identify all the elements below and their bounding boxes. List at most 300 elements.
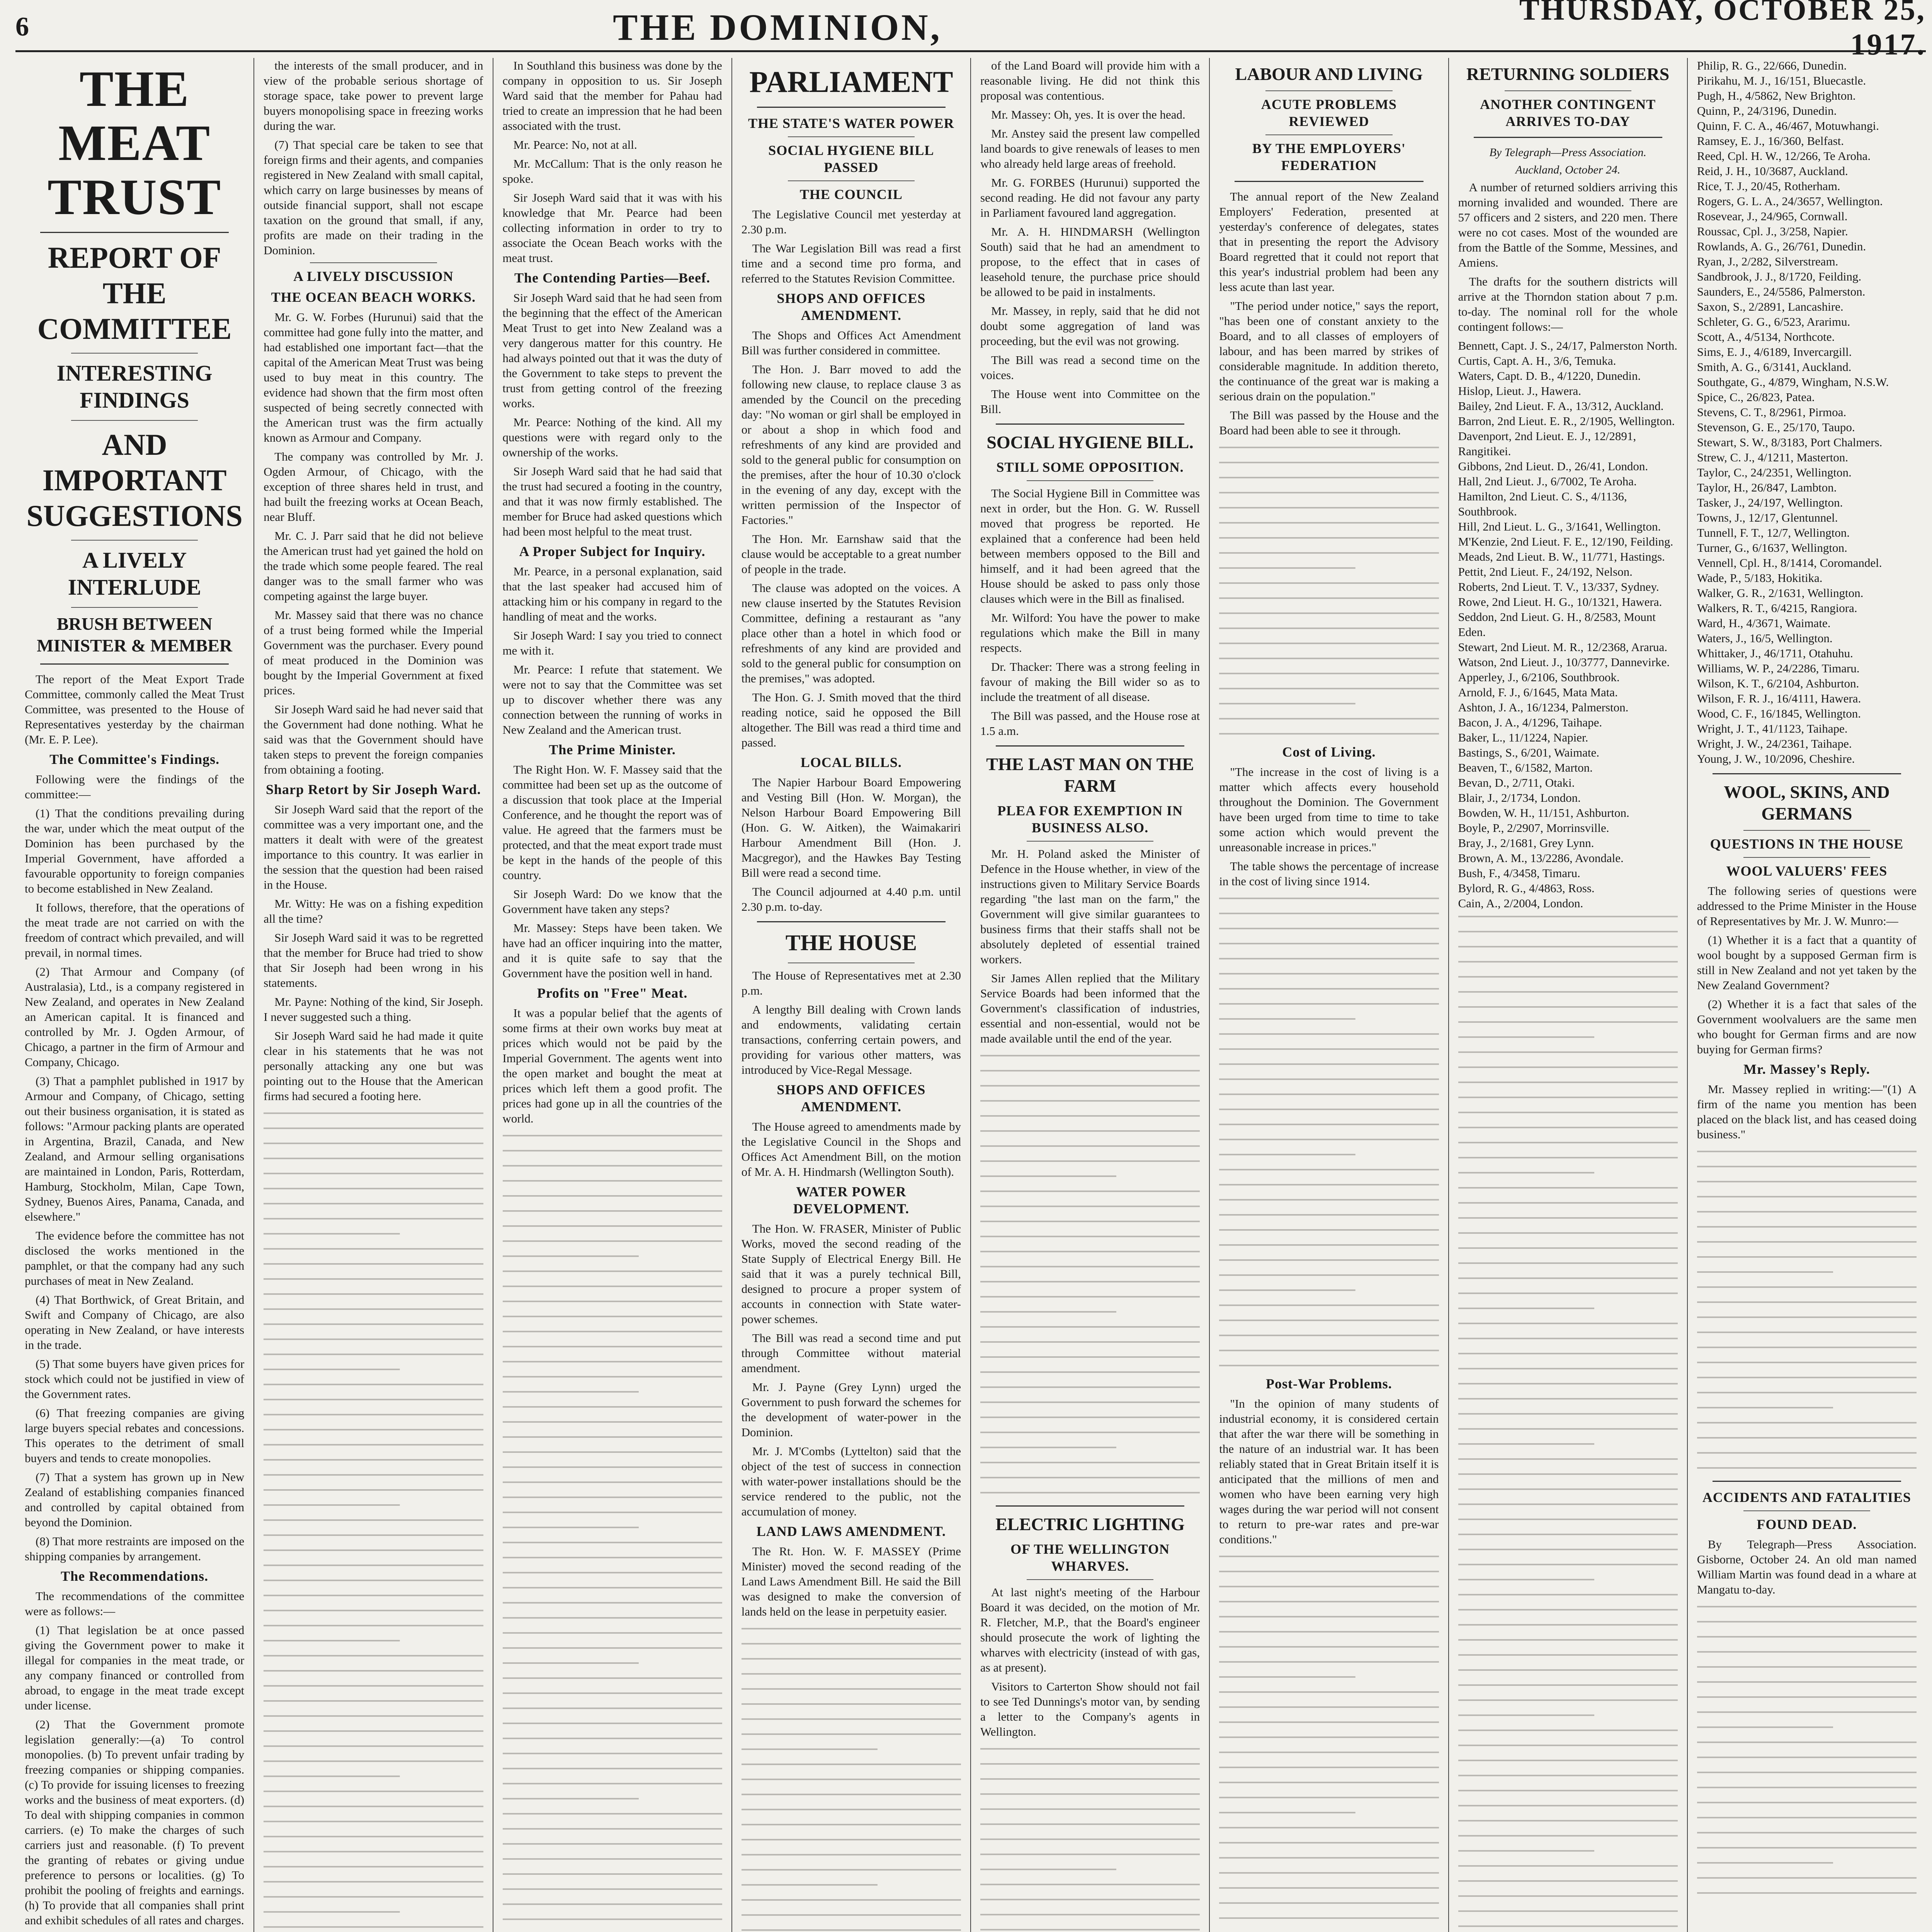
roll-entry: Beaven, T., 6/1582, Marton. bbox=[1458, 761, 1593, 774]
print-line bbox=[503, 1672, 722, 1684]
article-paragraph: (4) That Borthwick, of Great Britain, and Swift and Company of Chicago, are also operating in New Zealand, or have interests in the trade. bbox=[25, 1293, 245, 1352]
print-line bbox=[1219, 953, 1439, 964]
print-line bbox=[1219, 698, 1439, 709]
print-line bbox=[1697, 1357, 1917, 1368]
print-line bbox=[1458, 911, 1678, 922]
print-line bbox=[503, 1386, 722, 1398]
roll-entry: Bastings, S., 6/201, Waimate. bbox=[1458, 746, 1599, 759]
section-heading: A Proper Subject for Inquiry. bbox=[519, 544, 706, 559]
article-paragraph: The Right Hon. W. F. Massey said that the committee had been set up as the outcome of a discussion that took place at the Imperial Conference, and he thought the report was of value. He agreed that the farmers must be protected, and that the meat export trade must be kept in the hands of the people of this country. bbox=[502, 763, 722, 882]
print-line bbox=[980, 1110, 1200, 1122]
print-line bbox=[1458, 1197, 1678, 1209]
body-text-block bbox=[1458, 911, 1678, 1932]
body-text-block bbox=[1697, 1601, 1917, 1899]
print-line bbox=[980, 1155, 1200, 1167]
divider bbox=[40, 663, 229, 665]
print-line bbox=[1697, 1812, 1917, 1823]
roll-entry: Southgate, G., 4/879, Wingham, N.S.W. bbox=[1697, 375, 1889, 389]
article-paragraph: The evidence before the committee has not disclosed the works mentioned in the pamphlet, or that the company had any such purchases of meat in New Zealand. bbox=[25, 1229, 245, 1287]
print-line bbox=[980, 1879, 1200, 1890]
article-paragraph: Sir Joseph Ward said that the report of the committee was a very important one, and the matters it dealt with were of the greatest importance to this country. It was earlier in the session that the question had been raised in the House. bbox=[264, 803, 483, 891]
divider bbox=[310, 262, 437, 263]
body-text-block bbox=[503, 1130, 722, 1932]
print-line bbox=[1219, 1028, 1439, 1040]
article-paragraph: (7) That a system has grown up in New Zealand of establishing companies financed and controlled by capital obtained from beyond the Dominion. bbox=[25, 1470, 245, 1529]
divider bbox=[788, 136, 915, 137]
print-line bbox=[1697, 1311, 1917, 1323]
roll-entry: Stewart, 2nd Lieut. M. R., 12/2368, Ararua. bbox=[1458, 640, 1668, 654]
print-line bbox=[742, 1849, 961, 1861]
print-line bbox=[1458, 1860, 1678, 1872]
print-line bbox=[742, 1683, 961, 1695]
print-line bbox=[1219, 1088, 1439, 1100]
print-line bbox=[980, 1487, 1200, 1498]
roll-entry: Saunders, E., 24/5586, Palmerston. bbox=[1697, 285, 1866, 298]
article-paragraph: Mr. Wilford: You have the power to make regulations which make the Bill in many respects. bbox=[980, 611, 1200, 655]
section-heading: Sharp Retort by Sir Joseph Ward. bbox=[266, 782, 481, 797]
dateline: Auckland, October 24. bbox=[1515, 163, 1621, 176]
print-line bbox=[503, 1597, 722, 1609]
roll-entry: Pettit, 2nd Lieut. F., 24/192, Nelson. bbox=[1458, 565, 1633, 578]
roll-entry: Hall, 2nd Lieut. J., 6/7002, Te Aroha. bbox=[1458, 474, 1637, 488]
column-2 bbox=[253, 58, 492, 1932]
print-line bbox=[1219, 442, 1439, 453]
article-paragraph: Sir Joseph Ward said that it was with his knowledge that Mr. Pearce had been collecting information in order to try to associate the Ocean Beach works with the meat trust. bbox=[502, 191, 722, 265]
print-line bbox=[1219, 562, 1439, 574]
article-paragraph: It follows, therefore, that the operations of the meat trade are not carried on with the freedom of contract which prevailed, and will prevail, in normal times. bbox=[25, 901, 245, 959]
print-line bbox=[1697, 1797, 1917, 1808]
divider bbox=[71, 607, 198, 608]
issue-date: THURSDAY, OCTOBER 25, 1917. bbox=[1519, 0, 1926, 61]
roll-entry: Cain, A., 2/2004, London. bbox=[1458, 896, 1583, 910]
print-line bbox=[264, 1846, 483, 1857]
print-line bbox=[1458, 1242, 1678, 1254]
divider bbox=[1235, 181, 1423, 182]
print-line bbox=[1458, 1001, 1678, 1013]
print-line bbox=[1219, 1254, 1439, 1266]
print-line bbox=[1458, 1438, 1678, 1450]
section-heading: A LIVELY DISCUSSION bbox=[293, 269, 454, 284]
article-paragraph: Sir Joseph Ward: Do we know that the Government have taken any steps? bbox=[502, 887, 722, 916]
article-paragraph: The table shows the percentage of increase in the cost of living since 1914. bbox=[1219, 859, 1439, 888]
print-line bbox=[742, 1819, 961, 1830]
print-line bbox=[1458, 1875, 1678, 1887]
print-line bbox=[1458, 1378, 1678, 1389]
roll-entry: Ashton, J. A., 16/1234, Palmerston. bbox=[1458, 701, 1629, 714]
roll-entry: Bacon, J. A., 4/1296, Taihape. bbox=[1458, 716, 1602, 729]
article-paragraph: (5) That some buyers have given prices for stock which could not be justified in view of the Government rates. bbox=[25, 1357, 245, 1401]
print-line bbox=[1219, 1149, 1439, 1160]
print-line bbox=[1458, 1318, 1678, 1329]
print-line bbox=[1458, 1559, 1678, 1570]
print-line bbox=[503, 1733, 722, 1744]
print-line bbox=[1697, 1721, 1917, 1733]
roll-entry: Roussac, Cpl. J., 3/258, Napier. bbox=[1697, 224, 1848, 238]
headline-parliament: PARLIAMENT bbox=[749, 65, 953, 99]
print-line bbox=[1697, 1616, 1917, 1628]
article-paragraph: Mr. J. Payne (Grey Lynn) urged the Government to push forward the schemes for the development of water-power in the Dominion. bbox=[741, 1380, 961, 1439]
print-line bbox=[264, 1786, 483, 1797]
print-line bbox=[1219, 1656, 1439, 1668]
article-paragraph: Sir Joseph Ward: I say you tried to connect me with it. bbox=[502, 629, 722, 657]
print-line bbox=[1697, 1601, 1917, 1612]
roll-entry: Watson, 2nd Lieut. J., 10/3777, Dannevirke. bbox=[1458, 655, 1670, 669]
article-paragraph: Sir Joseph Ward said he had made it quite clear in his statements that he was not personally attacking any one but was pointing out to the House that the American firms had secured a footing here. bbox=[264, 1029, 483, 1103]
roll-entry: Wilson, F. R. J., 16/4111, Hawera. bbox=[1697, 692, 1861, 705]
subhead: BY THE EMPLOYERS' FEDERATION bbox=[1252, 141, 1406, 173]
print-line bbox=[980, 1803, 1200, 1815]
print-line bbox=[980, 1743, 1200, 1755]
print-line bbox=[264, 1575, 483, 1586]
roll-entry: M'Kenzie, 2nd Lieut. F. E., 12/190, Feilding. bbox=[1458, 535, 1673, 548]
divider bbox=[1743, 830, 1870, 831]
article-paragraph: Dr. Thacker: There was a strong feeling in favour of making the Bill wider so as to include the treatment of all disease. bbox=[980, 660, 1200, 704]
print-line bbox=[1697, 1631, 1917, 1643]
print-line bbox=[1458, 1333, 1678, 1344]
print-line bbox=[503, 1431, 722, 1443]
article-paragraph: Sir James Allen replied that the Military Service Boards had been informed that the Government's classification of industries, essential and non-essential, would not be made available until the end of the year. bbox=[980, 971, 1200, 1045]
print-line bbox=[503, 1341, 722, 1352]
print-line bbox=[980, 1336, 1200, 1348]
print-line bbox=[1697, 1327, 1917, 1338]
print-line bbox=[742, 1653, 961, 1665]
print-line bbox=[1219, 1762, 1439, 1773]
print-line bbox=[503, 1461, 722, 1473]
print-line bbox=[1219, 1224, 1439, 1236]
print-line bbox=[1458, 1152, 1678, 1163]
print-line bbox=[1219, 1134, 1439, 1145]
subhead: ANOTHER CONTINGENT ARRIVES TO-DAY bbox=[1480, 97, 1656, 129]
article-paragraph: Mr. Massey, in reply, said that he did not doubt some aggregation of land was proceeding, but the evil was not growing. bbox=[980, 304, 1200, 348]
roll-entry: Taylor, H., 26/847, Lambton. bbox=[1697, 481, 1837, 494]
roll-entry: Ramsey, E. J., 16/360, Belfast. bbox=[1697, 134, 1844, 148]
print-line bbox=[1219, 1164, 1439, 1175]
print-line bbox=[980, 1758, 1200, 1770]
print-line bbox=[503, 1311, 722, 1322]
print-line bbox=[1458, 1574, 1678, 1585]
print-line bbox=[1697, 1342, 1917, 1353]
roll-entry: Wright, J. W., 24/2361, Taihape. bbox=[1697, 737, 1852, 750]
print-line bbox=[503, 1220, 722, 1232]
print-line bbox=[1219, 668, 1439, 679]
print-line bbox=[1458, 926, 1678, 937]
article-paragraph: The War Legislation Bill was read a first time and a second time pro forma, and referred to the Statutes Revision Committee. bbox=[741, 242, 961, 285]
article-paragraph: The Hon. J. Barr moved to add the following new clause, to replace clause 3 as amended by the Council on the preceding day: "No woman or girl shall be employed in or about a shop in which food and refreshments of any kind are provided and sold to the general public for consumption on the premises, after the hour of 10.30 o'clock in the evening of any day, except with the written permission of the Inspector of Factories." bbox=[741, 362, 961, 527]
article-paragraph: (3) That a pamphlet published in 1917 by Armour and Company, of Chicago, setting out their business organisation, it is stated as follows: "Armour packing plants are operated in Argentina, Brazil, Canada, and New Zealand, and Armour selling organisations are maintained in London, Paris, Rotterdam, Hamburg, Stockholm, Milan, Cape Town, Sydney, Buenos Aires, Panama, Canada, and elsewhere." bbox=[25, 1074, 245, 1223]
subhead: QUESTIONS IN THE HOUSE bbox=[1710, 836, 1904, 852]
body-text-block bbox=[980, 1050, 1200, 1498]
article-paragraph: Mr. Anstey said the present law compelled land boards to give renewals of leases to men who already held large areas of freehold. bbox=[980, 127, 1200, 170]
print-line bbox=[1458, 1257, 1678, 1269]
print-line bbox=[1219, 1179, 1439, 1190]
roll-entry: Bennett, Capt. J. S., 24/17, Palmerston North. bbox=[1458, 339, 1677, 352]
divider bbox=[1027, 480, 1153, 481]
print-line bbox=[1458, 1514, 1678, 1525]
print-line bbox=[1458, 1845, 1678, 1857]
print-line bbox=[503, 1235, 722, 1247]
print-line bbox=[1219, 638, 1439, 649]
article-paragraph: The Council adjourned at 4.40 p.m. until 2.30 p.m. to-day. bbox=[741, 885, 961, 913]
nominal-roll bbox=[1458, 338, 1678, 911]
article-paragraph: Mr. Pearce: Nothing of the kind. All my questions were with regard only to the ownership of the works. bbox=[502, 415, 722, 459]
article-paragraph: (2) That the Government promote legislation generally:—(a) To control monopolies. (b) To prevent unfair trading by freezing companies or shipping companies. (c) To provide for issuing licenses to freezing works and the business of meat exporters. (d) To deal with shipping companies in common carriers. (e) To make the charges of such carriers just and reasonable. (f) To prevent the granting of rebates or giving undue preference to persons or localities. (g) To prohibit the pooling of freights and earnings. (h) To provide that all companies shall print and exhibit schedules of all rates and charges. bbox=[25, 1718, 245, 1927]
roll-entry: Philip, R. G., 22/666, Dunedin. bbox=[1697, 59, 1847, 72]
print-line bbox=[1458, 1046, 1678, 1058]
article-paragraph: (6) That freezing companies are giving large buyers special rebates and concessions. This operates to the detriment of small buyers and tends to create monopolies. bbox=[25, 1406, 245, 1465]
article-paragraph: Sir Joseph Ward said he had never said that the Government had done nothing. What he said was that the Government should have taken steps to prevent the foreign companies from obtaining a footing. bbox=[264, 702, 483, 776]
article-paragraph: The drafts for the southern districts will arrive at the Thorndon station about 7 p.m. to-day. The nominal roll for the whole contingent follows:— bbox=[1458, 275, 1678, 333]
roll-entry: Davenport, 2nd Lieut. E. J., 12/2891, Rangitikei. bbox=[1458, 429, 1636, 458]
print-line bbox=[1458, 1649, 1678, 1661]
print-line bbox=[264, 1529, 483, 1541]
divider bbox=[1713, 1481, 1901, 1482]
article-paragraph: Mr. Massey said that there was no chance of a trust being formed while the Imperial Government was the purchaser. Every pound of meat produced in the Dominion was bought by the Imperial Government at fixed prices. bbox=[264, 608, 483, 697]
print-line bbox=[1458, 1468, 1678, 1480]
print-line bbox=[503, 1507, 722, 1518]
print-line bbox=[264, 1424, 483, 1435]
roll-entry: Reid, J. H., 10/3687, Auckland. bbox=[1697, 164, 1848, 178]
roll-entry: Hamilton, 2nd Lieut. C. S., 4/1136, Southbrook. bbox=[1458, 490, 1627, 518]
print-line bbox=[742, 1759, 961, 1770]
print-line bbox=[503, 1913, 722, 1925]
print-line bbox=[980, 1427, 1200, 1438]
article-paragraph: of the Land Board will provide him with a reasonable living. He did not think this proposal was contentious. bbox=[980, 59, 1200, 102]
roll-entry: Bevan, D., 2/711, Otaki. bbox=[1458, 776, 1575, 789]
print-line bbox=[1697, 1676, 1917, 1688]
print-line bbox=[1219, 1239, 1439, 1251]
print-line bbox=[1697, 1236, 1917, 1248]
section-heading: The Committee's Findings. bbox=[49, 752, 220, 767]
divider bbox=[1265, 134, 1392, 135]
print-line bbox=[1697, 1206, 1917, 1218]
print-line bbox=[742, 1713, 961, 1725]
print-line bbox=[1219, 923, 1439, 934]
print-line bbox=[1458, 1619, 1678, 1631]
article-paragraph: Mr. Massey: Oh, yes. It is over the head. bbox=[991, 108, 1185, 121]
print-line bbox=[1219, 1269, 1439, 1281]
print-line bbox=[503, 1175, 722, 1187]
print-line bbox=[1697, 1146, 1917, 1157]
print-line bbox=[264, 1665, 483, 1677]
article-paragraph: the interests of the small producer, and in view of the probable serious shortage of storage space, take power to prevent large buyers monopolising space in freezing works during the war. bbox=[264, 59, 483, 133]
print-line bbox=[1458, 1423, 1678, 1435]
print-line bbox=[980, 1894, 1200, 1905]
subhead: PLEA FOR EXEMPTION IN BUSINESS ALSO. bbox=[997, 803, 1183, 835]
print-line bbox=[980, 1306, 1200, 1318]
print-line bbox=[1219, 1822, 1439, 1833]
print-line bbox=[1697, 1281, 1917, 1293]
dateline: By Telegraph—Press Association. bbox=[1489, 146, 1646, 159]
print-line bbox=[1458, 1348, 1678, 1359]
article-paragraph: The following series of questions were addressed to the Prime Minister in the House of Representatives by Mr. J. W. Munro:— bbox=[1697, 884, 1917, 928]
print-line bbox=[1458, 1830, 1678, 1842]
print-line bbox=[1458, 1740, 1678, 1751]
roll-entry: Rowlands, A. G., 26/761, Dunedin. bbox=[1697, 240, 1866, 253]
divider bbox=[71, 353, 198, 354]
print-line bbox=[264, 1228, 483, 1240]
print-line bbox=[264, 1801, 483, 1812]
print-line bbox=[264, 1439, 483, 1451]
print-line bbox=[1458, 1031, 1678, 1043]
print-line bbox=[1219, 1897, 1439, 1909]
print-line bbox=[1697, 1176, 1917, 1187]
print-line bbox=[1458, 1287, 1678, 1299]
print-line bbox=[980, 1909, 1200, 1920]
print-line bbox=[1458, 1529, 1678, 1540]
print-line bbox=[1458, 1755, 1678, 1766]
print-line bbox=[1219, 532, 1439, 544]
divider bbox=[1505, 90, 1631, 91]
subhead: FOUND DEAD. bbox=[1757, 1517, 1857, 1532]
print-line bbox=[1697, 1462, 1917, 1474]
print-line bbox=[264, 1318, 483, 1330]
article-paragraph: The Rt. Hon. W. F. MASSEY (Prime Minister) moved the second reading of the Land Laws Amendment Bill. He said the Bill was designed to make the conversion of lands held on the lease in perpetuity easier. bbox=[741, 1544, 961, 1618]
print-line bbox=[264, 1831, 483, 1842]
print-line bbox=[1219, 1315, 1439, 1326]
headline-electric-lighting: ELECTRIC LIGHTING bbox=[995, 1514, 1185, 1534]
print-line bbox=[1458, 1679, 1678, 1691]
print-line bbox=[1697, 1432, 1917, 1444]
print-line bbox=[742, 1894, 961, 1906]
print-line bbox=[1219, 1360, 1439, 1371]
print-line bbox=[1697, 1447, 1917, 1459]
print-line bbox=[980, 1246, 1200, 1257]
print-line bbox=[264, 1409, 483, 1420]
article-paragraph: The annual report of the New Zealand Employers' Federation, presented at yesterday's conference of delegates, states that in presenting the report the Advisory Board regretted that it could not report that this year's industrial problem had been any less acute than last year. bbox=[1219, 190, 1439, 294]
roll-entry: Ryan, J., 2/282, Silverstream. bbox=[1697, 255, 1838, 268]
print-line bbox=[264, 1710, 483, 1722]
article-paragraph: The clause was adopted on the voices. A new clause inserted by the Statutes Revision Committee, defining a restaurant as "any place other than a hotel in which food or refreshments of any kind are provided and sold to the general public for consumption on the premises," was adopted. bbox=[741, 581, 961, 685]
print-line bbox=[1219, 1882, 1439, 1894]
print-line bbox=[980, 1050, 1200, 1061]
print-line bbox=[1219, 1194, 1439, 1206]
article-paragraph: Mr. Pearce: No, not at all. bbox=[513, 138, 637, 151]
article-paragraph: "In the opinion of many students of industrial economy, it is considered certain that after the war there will be something in the nature of an industrial war. It has been reliably stated that in Great Britain itself it is anticipated that the millions of men and women who have been earning very high wages during the war period will not consent to return to pre-war rates and pre-war conditions." bbox=[1219, 1397, 1439, 1546]
print-line bbox=[742, 1668, 961, 1680]
print-line bbox=[264, 1213, 483, 1225]
subhead: THE COUNCIL bbox=[799, 187, 903, 202]
print-line bbox=[264, 1484, 483, 1496]
print-line bbox=[1219, 1686, 1439, 1698]
roll-entry: Bush, F., 4/3458, Timaru. bbox=[1458, 866, 1580, 880]
divider bbox=[996, 745, 1184, 747]
divider bbox=[996, 1505, 1184, 1507]
print-line bbox=[1219, 1792, 1439, 1803]
print-line bbox=[503, 1793, 722, 1804]
print-line bbox=[1219, 1912, 1439, 1924]
divider bbox=[1474, 137, 1662, 138]
roll-entry: Vennell, Cpl. H., 8/1414, Coromandel. bbox=[1697, 556, 1882, 570]
roll-entry: Pugh, H., 4/5862, New Brighton. bbox=[1697, 89, 1856, 102]
print-line bbox=[980, 1065, 1200, 1077]
print-line bbox=[264, 1861, 483, 1872]
print-line bbox=[264, 1364, 483, 1375]
roll-entry: Wilson, K. T., 6/2104, Ashburton. bbox=[1697, 677, 1859, 690]
print-line bbox=[1458, 1077, 1678, 1088]
print-line bbox=[1697, 1887, 1917, 1899]
divider bbox=[996, 423, 1184, 425]
article-paragraph: The Legislative Council met yesterday at 2.30 p.m. bbox=[741, 207, 961, 236]
print-line bbox=[1219, 1013, 1439, 1025]
print-line bbox=[264, 1153, 483, 1164]
print-line bbox=[980, 1095, 1200, 1107]
print-line bbox=[264, 1876, 483, 1888]
print-line bbox=[264, 1906, 483, 1918]
roll-entry: Stevens, C. T., 8/2961, Pirmoa. bbox=[1697, 405, 1847, 419]
print-line bbox=[264, 1469, 483, 1481]
print-line bbox=[1697, 1296, 1917, 1308]
print-line bbox=[1219, 622, 1439, 634]
print-line bbox=[1219, 1566, 1439, 1577]
roll-entry: Meads, 2nd Lieut. B. W., 11/771, Hastings. bbox=[1458, 550, 1665, 563]
print-line bbox=[1219, 1777, 1439, 1788]
print-line bbox=[264, 1499, 483, 1511]
article-paragraph: The Bill was passed, and the House rose at 1.5 a.m. bbox=[980, 709, 1200, 738]
print-line bbox=[980, 1849, 1200, 1860]
divider bbox=[71, 540, 198, 541]
print-line bbox=[1219, 1641, 1439, 1653]
print-line bbox=[503, 1567, 722, 1578]
roll-entry: Rosevear, J., 24/965, Cornwall. bbox=[1697, 209, 1848, 223]
roll-entry: Rice, T. J., 20/45, Rotherham. bbox=[1697, 179, 1840, 193]
print-line bbox=[1219, 983, 1439, 995]
print-line bbox=[1458, 1483, 1678, 1495]
print-line bbox=[1219, 1807, 1439, 1818]
subhead: REPORT OF THE COMMITTEE bbox=[37, 241, 232, 345]
print-line bbox=[1458, 1016, 1678, 1028]
print-line bbox=[980, 1381, 1200, 1393]
print-line bbox=[980, 1412, 1200, 1423]
print-line bbox=[1219, 1284, 1439, 1296]
roll-entry: Pirikahu, M. J., 16/151, Bluecastle. bbox=[1697, 74, 1866, 87]
print-line bbox=[1458, 986, 1678, 998]
print-line bbox=[980, 1261, 1200, 1272]
divider bbox=[1743, 1510, 1870, 1511]
subhead: SOCIAL HYGIENE BILL PASSED bbox=[768, 143, 934, 175]
column-1 bbox=[15, 58, 253, 1932]
print-line bbox=[264, 1816, 483, 1827]
print-line bbox=[742, 1774, 961, 1785]
print-line bbox=[503, 1702, 722, 1714]
print-line bbox=[742, 1743, 961, 1755]
print-line bbox=[1219, 577, 1439, 589]
print-line bbox=[1219, 1104, 1439, 1115]
print-line bbox=[264, 1514, 483, 1526]
columns bbox=[15, 58, 1926, 1932]
article-paragraph: A number of returned soldiers arriving this morning invalided and wounded. There are 57 officers and 2 sisters, and 220 men. There were no cot cases. Most of the wounded are from the Battle of the Somme, Messines, and Amiens. bbox=[1458, 180, 1678, 269]
print-line bbox=[1458, 1453, 1678, 1465]
body-text-block bbox=[1219, 893, 1439, 1371]
body-text-block bbox=[264, 1107, 483, 1932]
print-line bbox=[1697, 1752, 1917, 1763]
print-line bbox=[1219, 938, 1439, 949]
print-line bbox=[264, 1544, 483, 1556]
divider bbox=[757, 921, 946, 922]
print-line bbox=[980, 1396, 1200, 1408]
roll-entry: Ward, H., 4/3671, Waimate. bbox=[1697, 616, 1831, 630]
print-line bbox=[1219, 1330, 1439, 1341]
print-line bbox=[742, 1623, 961, 1634]
print-line bbox=[503, 1627, 722, 1639]
roll-entry: Stewart, S. W., 8/3183, Port Chalmers. bbox=[1697, 435, 1883, 449]
roll-entry: Bailey, 2nd Lieut. F. A., 13/312, Auckland. bbox=[1458, 399, 1664, 413]
print-line bbox=[503, 1642, 722, 1654]
print-line bbox=[1458, 1227, 1678, 1239]
print-line bbox=[264, 1333, 483, 1345]
headline-social-hygiene: SOCIAL HYGIENE BILL. bbox=[986, 432, 1194, 452]
roll-entry: Wright, J. T., 41/1123, Taihape. bbox=[1697, 722, 1848, 735]
print-line bbox=[1458, 1303, 1678, 1314]
